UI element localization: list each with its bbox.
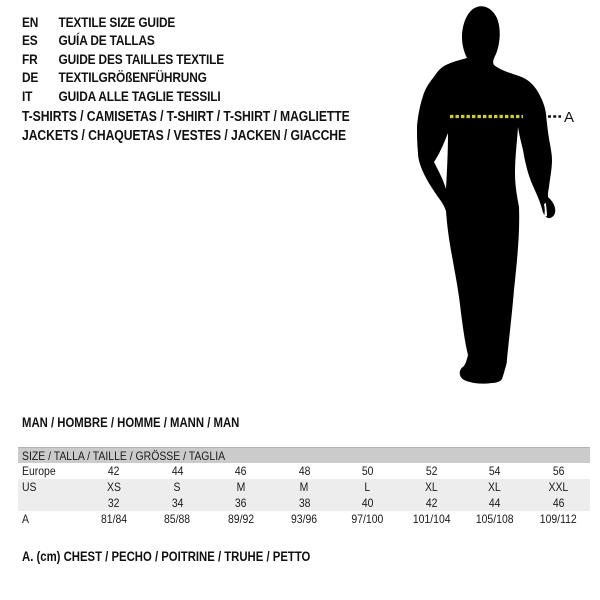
language-title: GUÍA DE TALLAS	[58, 32, 155, 49]
language-code: DE	[22, 69, 39, 86]
size-row-chest	[18, 511, 590, 527]
language-title: TEXTILE SIZE GUIDE	[58, 14, 176, 30]
language-code: IT	[22, 87, 33, 104]
size-value-cell: 44	[171, 464, 184, 478]
garment-categories	[22, 108, 350, 146]
size-value-cell: S	[146, 479, 210, 495]
size-value-cell: XL	[463, 479, 527, 495]
size-value-cell: 56	[552, 464, 565, 478]
size-value-cell: 32	[82, 495, 146, 511]
size-row-label: US	[18, 479, 82, 495]
size-value-cell: XXL	[527, 479, 591, 495]
language-title: TEXTILGRÖßENFÜHRUNG	[58, 69, 207, 86]
language-row-en	[22, 13, 224, 31]
size-row-numeric	[18, 495, 590, 511]
size-value-cell: XS	[82, 479, 146, 495]
size-value-cell: 81/84	[100, 512, 127, 526]
size-value-cell: M	[209, 479, 273, 495]
language-row-es	[22, 31, 224, 49]
size-value-cell: 109/112	[539, 512, 577, 526]
size-value-cell: XL	[400, 479, 464, 495]
size-value-cell: 89/92	[227, 512, 254, 526]
language-title: GUIDA ALLE TAGLIE TESSILI	[58, 87, 221, 104]
language-code: FR	[22, 50, 38, 67]
size-value-cell: 46	[527, 495, 591, 511]
size-table	[18, 447, 590, 527]
language-code: EN	[22, 14, 39, 30]
size-value-cell: L	[336, 479, 400, 495]
language-title: GUIDE DES TAILLES TEXTILE	[58, 50, 225, 67]
man-silhouette-figure	[415, 0, 600, 400]
size-value-cell: 34	[146, 495, 210, 511]
size-value-cell: 38	[273, 495, 337, 511]
size-value-cell: 42	[400, 495, 464, 511]
man-section-label: MAN / HOMBRE / HOMME / MANN / MAN	[22, 415, 240, 430]
size-value-cell: 101/104	[412, 512, 451, 526]
size-value-cell: 85/88	[164, 512, 191, 526]
measure-label-a: A	[564, 109, 575, 126]
size-value-cell: 50	[361, 464, 374, 478]
language-row-fr	[22, 50, 224, 68]
size-value-cell: M	[273, 479, 337, 495]
size-value-cell: 52	[425, 464, 438, 478]
category-line-tshirts: T-SHIRTS / CAMISETAS / T-SHIRT / T-SHIRT / MAGLIETTE	[22, 109, 350, 125]
size-table-header-cell: SIZE / TALLA / TAILLE / GRÖSSE / TAGLIA	[18, 448, 590, 464]
size-value-cell: 97/100	[351, 512, 384, 526]
language-code: ES	[22, 32, 38, 49]
man-silhouette	[417, 6, 555, 383]
size-table-header-row	[18, 448, 590, 464]
chest-measure-footnote: A. (cm) CHEST / PECHO / POITRINE / TRUHE / PETTO	[22, 549, 311, 564]
language-guide-list	[22, 13, 224, 105]
language-row-it	[22, 87, 224, 105]
size-value-cell: 36	[209, 495, 273, 511]
size-value-cell: 42	[107, 464, 120, 478]
size-row-label: Europe	[22, 464, 56, 478]
size-value-cell: 46	[234, 464, 247, 478]
size-value-cell: 105/108	[475, 512, 514, 526]
size-row-europe	[18, 463, 590, 479]
size-row-label: A	[22, 512, 29, 526]
size-value-cell: 54	[488, 464, 501, 478]
size-value-cell: 40	[336, 495, 400, 511]
category-line-jackets: JACKETS / CHAQUETAS / VESTES / JACKEN / GIACCHE	[22, 128, 347, 144]
size-row-label	[18, 495, 82, 511]
language-row-de	[22, 68, 224, 86]
size-row-us	[18, 479, 590, 495]
size-value-cell: 44	[463, 495, 527, 511]
size-value-cell: 48	[298, 464, 311, 478]
size-value-cell: 93/96	[291, 512, 318, 526]
